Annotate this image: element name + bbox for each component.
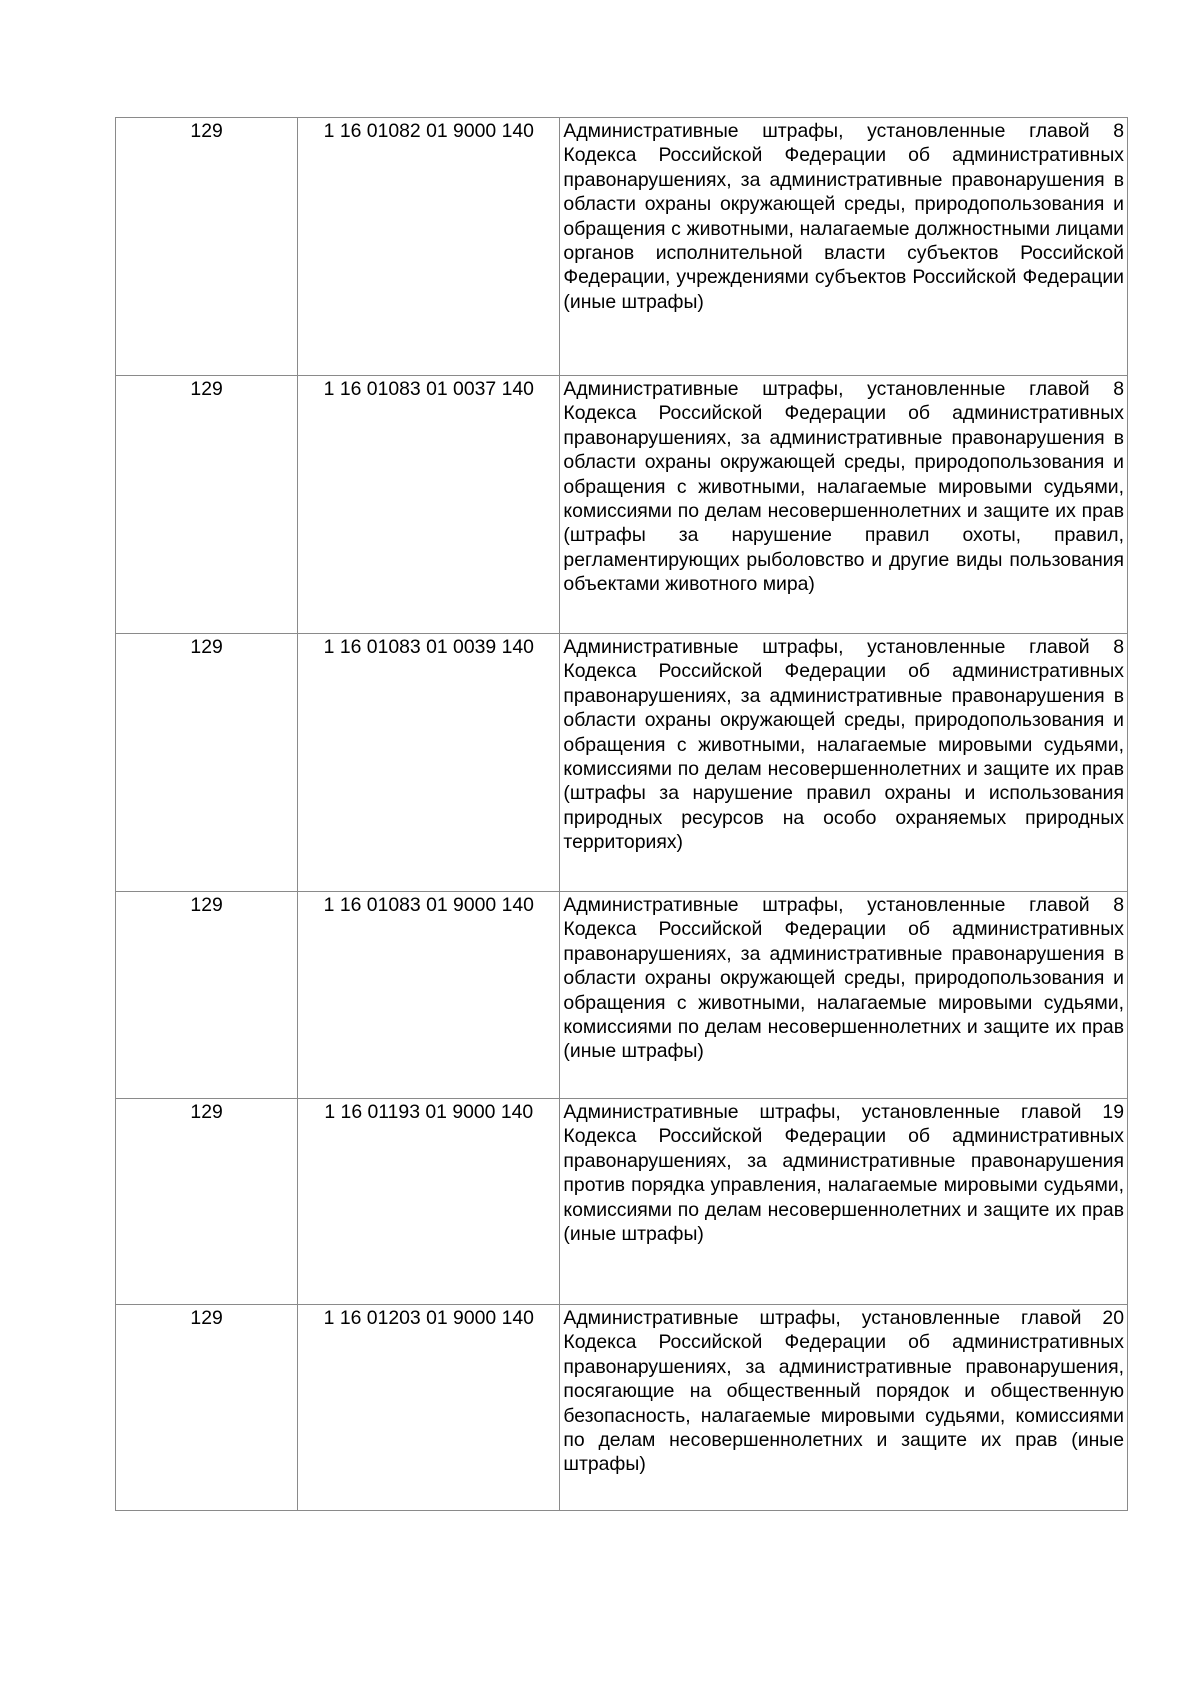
table-row <box>116 376 1128 634</box>
admin-code-cell: 129 <box>116 634 298 892</box>
admin-code-cell: 129 <box>116 376 298 634</box>
description-cell: Административные штрафы, установленные главой 8 Кодекса Российской Федерации об административных правонарушениях, за административные правонарушения в области охраны окружающей среды, природопользования и обращения с животными, налагаемые мировыми судьями, комиссиями по делам несовершеннолетних и защите их прав (иные штрафы) <box>560 892 1128 1099</box>
table-row <box>116 634 1128 892</box>
admin-code-cell: 129 <box>116 1305 298 1511</box>
description-cell: Административные штрафы, установленные главой 19 Кодекса Российской Федерации об административных правонарушениях, за административные правонарушения против порядка управления, налагаемые мировыми судьями, комиссиями по делам несовершеннолетних и защите их прав (иные штрафы) <box>560 1099 1128 1305</box>
admin-code-cell: 129 <box>116 118 298 376</box>
admin-code-cell: 129 <box>116 1099 298 1305</box>
table-row <box>116 118 1128 376</box>
description-cell: Административные штрафы, установленные главой 20 Кодекса Российской Федерации об административных правонарушениях, за административные правонарушения, посягающие на общественный порядок и общественную безопасность, налагаемые мировыми судьями, комиссиями по делам несовершеннолетних и защите их прав (иные штрафы) <box>560 1305 1128 1511</box>
kbk-code-cell: 1 16 01193 01 9000 140 <box>298 1099 560 1305</box>
admin-code-cell: 129 <box>116 892 298 1099</box>
description-cell: Административные штрафы, установленные главой 8 Кодекса Российской Федерации об административных правонарушениях, за административные правонарушения в области охраны окружающей среды, природопользования и обращения с животными, налагаемые мировыми судьями, комиссиями по делам несовершеннолетних и защите их прав (штрафы за нарушение правил охраны и использования природных ресурсов на особо охраняемых природных территориях) <box>560 634 1128 892</box>
revenue-codes-table <box>115 117 1128 1511</box>
kbk-code-cell: 1 16 01083 01 0039 140 <box>298 634 560 892</box>
description-cell: Административные штрафы, установленные главой 8 Кодекса Российской Федерации об административных правонарушениях, за административные правонарушения в области охраны окружающей среды, природопользования и обращения с животными, налагаемые мировыми судьями, комиссиями по делам несовершеннолетних и защите их прав (штрафы за нарушение правил охоты, правил, регламентирующих рыболовство и другие виды пользования объектами животного мира) <box>560 376 1128 634</box>
kbk-code-cell: 1 16 01082 01 9000 140 <box>298 118 560 376</box>
table-row <box>116 1305 1128 1511</box>
kbk-code-cell: 1 16 01083 01 9000 140 <box>298 892 560 1099</box>
table-row <box>116 1099 1128 1305</box>
kbk-code-cell: 1 16 01083 01 0037 140 <box>298 376 560 634</box>
description-cell: Административные штрафы, установленные главой 8 Кодекса Российской Федерации об административных правонарушениях, за административные правонарушения в области охраны окружающей среды, природопользования и обращения с животными, налагаемые должностными лицами органов исполнительной власти субъектов Российской Федерации, учреждениями субъектов Российской Федерации (иные штрафы) <box>560 118 1128 376</box>
table-row <box>116 892 1128 1099</box>
kbk-code-cell: 1 16 01203 01 9000 140 <box>298 1305 560 1511</box>
